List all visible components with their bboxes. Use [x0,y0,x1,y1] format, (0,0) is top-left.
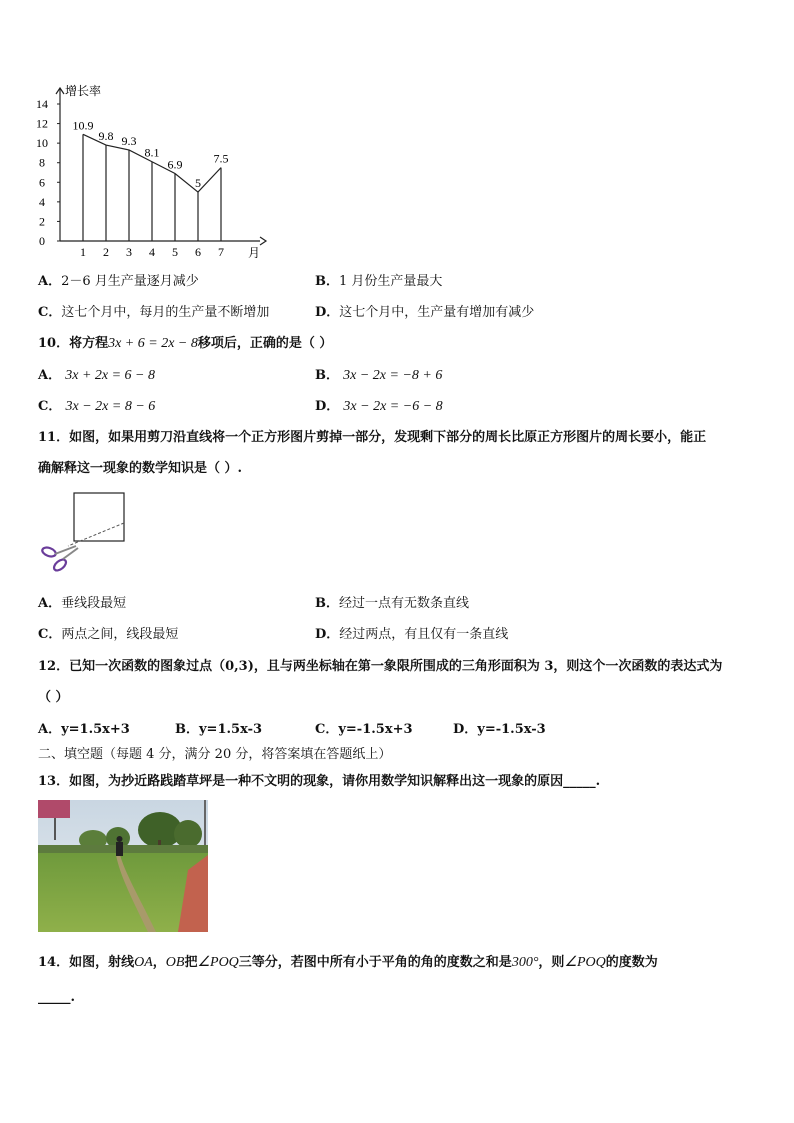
data-label: 5 [195,176,201,191]
x-tick-label: 4 [149,245,155,259]
scissors-icon [41,546,78,573]
section-title: 二、填空题（每题 4 分，满分 20 分，将答案填在答题纸上） [38,747,392,762]
q9-option-a[interactable]: A．2－6 月生产量逐月减少 [38,274,199,289]
q12-option-b[interactable]: B．y=1.5x-3 [175,722,263,737]
data-label: 7.5 [213,151,229,166]
x-tick-label: 6 [195,245,201,259]
x-tick-label: 3 [126,245,132,259]
x-tick-label: 1 [80,245,86,259]
ray-oa: OA [134,955,153,970]
q10-stem: 10．将方程3x + 6 = 2x − 8移项后，正确的是（ ） [38,336,333,351]
y-tick-label: 4 [39,194,45,209]
option-text: 1 月份生产量最大 [339,274,443,289]
ray-ob: OB [165,955,185,970]
q11-option-b[interactable]: B．经过一点有无数条直线 [315,596,470,611]
y-tick-label: 0 [39,234,45,248]
q11-stem-line2: 确解释这一现象的数学知识是（ ）. [38,461,243,476]
q9-option-d[interactable]: D．这七个月中，生产量有增加有减少 [315,305,535,320]
data-label: 9.3 [121,133,137,148]
x-axis-arrow [260,237,266,245]
data-label: 6.9 [167,157,183,172]
x-axis-label: 月 [248,246,261,260]
q11-option-c[interactable]: C．两点之间，线段最短 [38,627,179,642]
data-label: 10.9 [72,118,94,133]
q12-stem-line1: 12．已知一次函数的图象过点（0,3)，且与两坐标轴在第一象限所围成的三角形面积为 3，则这个一次函数的表达式为 [38,659,723,674]
q12-stem-line2: （ ） [38,690,69,705]
angle-poq: ∠POQ [564,955,606,970]
growth-rate-chart [30,78,280,263]
angle-poq: ∠POQ [197,955,239,970]
x-tick-label: 2 [103,245,109,259]
q12-option-c[interactable]: C．y=-1.5x+3 [315,722,413,737]
q10-option-c[interactable]: C． 3x − 2x = 8 − 6 [38,399,156,414]
y-tick-label: 10 [36,136,48,151]
q14-answer-blank[interactable]: _____. [38,990,76,1005]
option-text: 这七个月中，每月的生产量不断增加 [61,305,270,320]
data-label: 9.8 [98,129,114,144]
q12-option-d[interactable]: D．y=-1.5x-3 [453,722,546,737]
x-tick-label: 5 [172,245,178,259]
option-text: 2－6 月生产量逐月减少 [61,274,199,289]
lawn-photo [38,800,208,932]
option-text: 这七个月中，生产量有增加有减少 [339,305,535,320]
q9-option-c[interactable]: C．这七个月中，每月的生产量不断增加 [38,305,270,320]
y-tick-label: 8 [39,155,45,170]
q10-equation: 3x + 6 = 2x − 8 [108,336,198,351]
q12-option-a[interactable]: A．y=1.5x+3 [38,722,130,737]
q11-option-d[interactable]: D．经过两点，有且仅有一条直线 [315,627,509,642]
y-tick-label: 2 [39,214,45,229]
y-axis-label: 增长率 [65,84,102,98]
q10-option-b[interactable]: B． 3x − 2x = −8 + 6 [315,368,443,383]
q10-option-a[interactable]: A． 3x + 2x = 6 − 8 [38,368,156,383]
q9-option-b[interactable]: B．1 月份生产量最大 [315,274,443,289]
cut-line [68,523,124,546]
y-tick-label: 6 [39,175,45,190]
q11-option-a[interactable]: A．垂线段最短 [38,596,127,611]
q13-stem: 13．如图，为抄近路践踏草坪是一种不文明的现象，请你用数学知识解释出这一现象的原因_____. [38,774,601,789]
x-tick-label: 7 [218,245,224,259]
q14-stem: 14．如图，射线OA，OB把∠POQ三等分，若图中所有小于平角的角的度数之和是300°，则∠POQ的度数为 [38,955,658,970]
q10-option-d[interactable]: D． 3x − 2x = −6 − 8 [315,399,443,414]
degree-sum: 300° [511,955,539,970]
y-tick-label: 12 [36,116,48,131]
y-tick-label: 14 [36,97,48,111]
q11-stem-line1: 11．如图，如果用剪刀沿直线将一个正方形图片剪掉一部分，发现剩下部分的周长比原正方形图片的周长要小，能正 [38,430,707,445]
data-label: 8.1 [144,145,160,160]
scissors-square-figure [38,488,138,578]
